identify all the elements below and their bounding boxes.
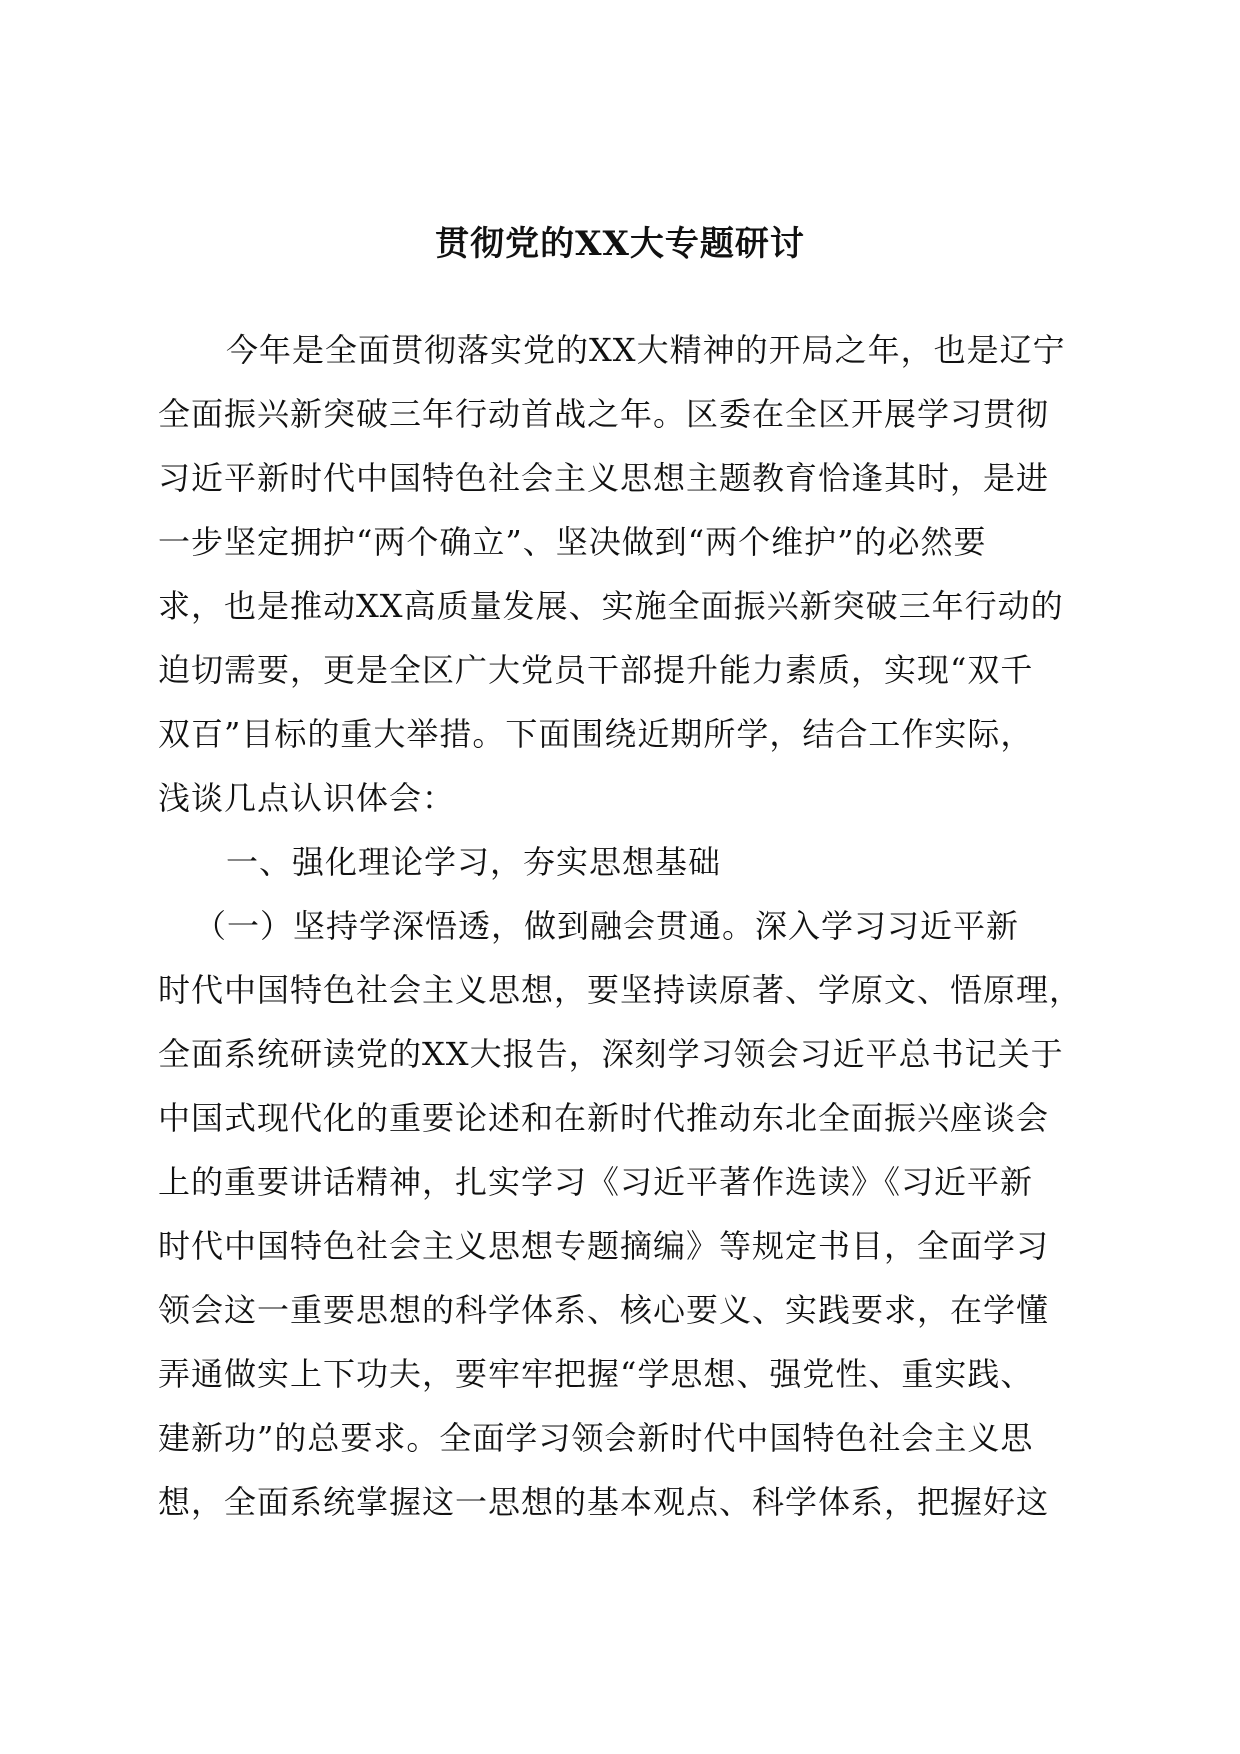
body-line: 今年是全面贯彻落实党的XX大精神的开局之年，也是辽宁 bbox=[226, 331, 1066, 369]
body-line: 时代中国特色社会主义思想专题摘编》等规定书目，全面学习 bbox=[158, 1227, 1050, 1265]
document-body bbox=[158, 318, 1081, 1534]
body-line: 一步坚定拥护“两个确立”、坚决做到“两个维护”的必然要 bbox=[158, 523, 987, 561]
body-line: 想，全面系统掌握这一思想的基本观点、科学体系，把握好这 bbox=[158, 1483, 1050, 1521]
body-line: 迫切需要，更是全区广大党员干部提升能力素质，实现“双千 bbox=[158, 651, 1034, 689]
body-line: 领会这一重要思想的科学体系、核心要义、实践要求，在学懂 bbox=[158, 1291, 1050, 1329]
body-line: 建新功”的总要求。全面学习领会新时代中国特色社会主义思 bbox=[158, 1419, 1034, 1457]
body-line: 全面振兴新突破三年行动首战之年。区委在全区开展学习贯彻 bbox=[158, 395, 1050, 433]
body-line: 弄通做实上下功夫，要牢牢把握“学思想、强党性、重实践、 bbox=[158, 1355, 1034, 1393]
body-line: 全面系统研读党的XX大报告，深刻学习领会习近平总书记关于 bbox=[158, 1035, 1064, 1073]
body-line: 双百”目标的重大举措。下面围绕近期所学，结合工作实际， bbox=[158, 715, 1034, 753]
body-line: 时代中国特色社会主义思想，要坚持读原著、学原文、悟原理， bbox=[158, 971, 1083, 1009]
subsection-heading-line: （一）坚持学深悟透，做到融会贯通。深入学习习近平新 bbox=[194, 907, 1020, 945]
section-heading: 一、强化理论学习，夯实思想基础 bbox=[226, 843, 722, 881]
body-line: 习近平新时代中国特色社会主义思想主题教育恰逢其时，是进 bbox=[158, 459, 1050, 497]
body-line: 中国式现代化的重要论述和在新时代推动东北全面振兴座谈会 bbox=[158, 1099, 1050, 1137]
document-title: 贯彻党的XX大专题研讨 bbox=[435, 224, 805, 264]
body-line: 浅谈几点认识体会： bbox=[158, 779, 456, 817]
body-line: 求，也是推动XX高质量发展、实施全面振兴新突破三年行动的 bbox=[158, 587, 1064, 625]
body-line: 上的重要讲话精神，扎实学习《习近平著作选读》《习近平新 bbox=[158, 1163, 1034, 1201]
